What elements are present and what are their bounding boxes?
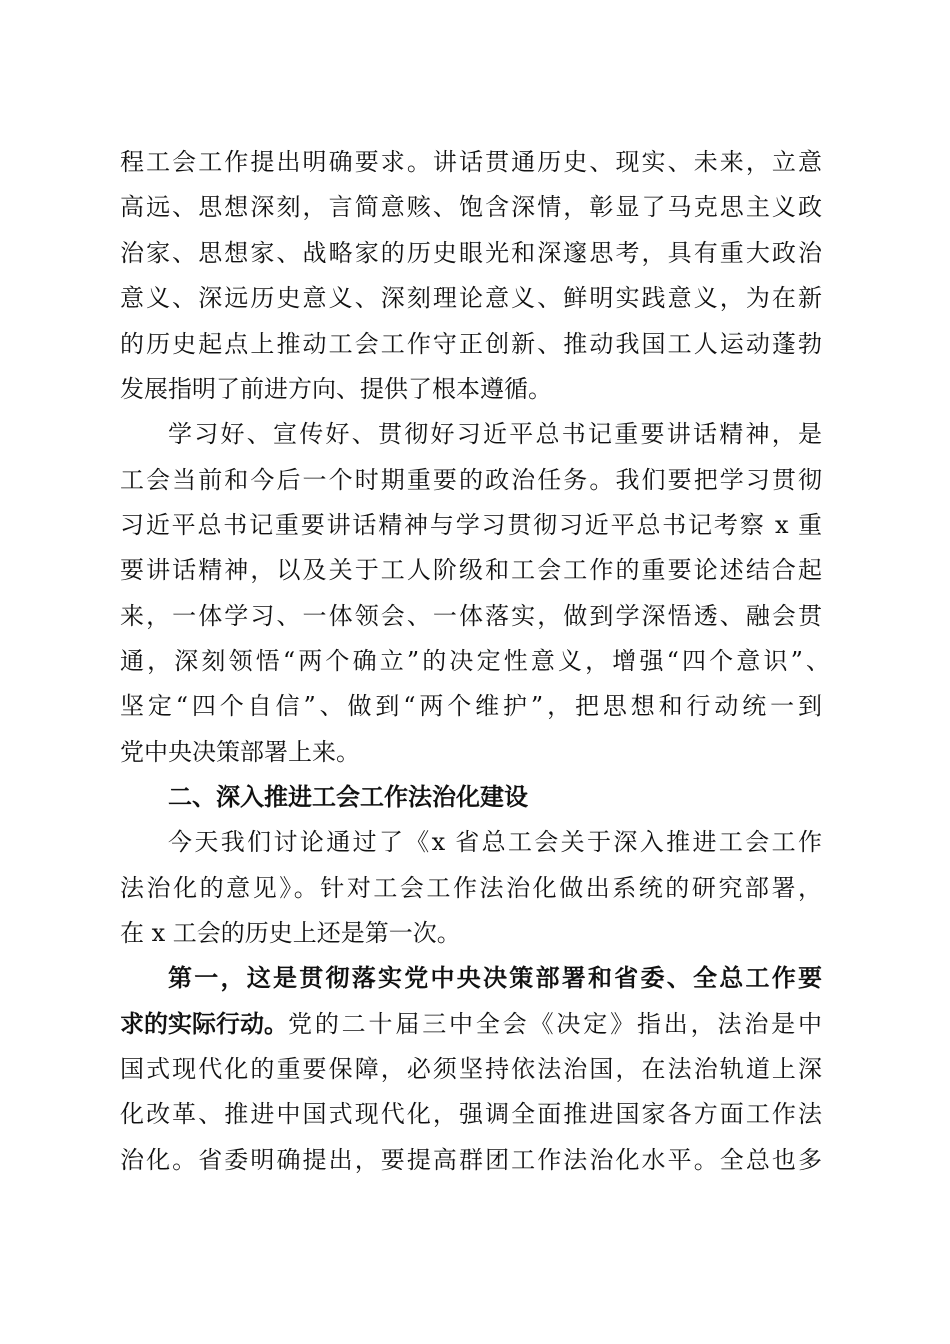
paragraph-line	[0, 326, 950, 362]
paragraph-1-line-4: 意义、深远历史意义、深刻理论意义、鲜明实践意义，为在新	[120, 284, 822, 312]
paragraph-line	[0, 870, 950, 906]
paragraph-3-line-2: 法治化的意见》。针对工会工作法治化做出系统的研究部署，	[120, 874, 822, 902]
paragraph-2-line-6: 通，深刻领悟“两个确立”的决定性意义，增强“四个意识”、	[120, 647, 830, 675]
paragraph-line	[0, 1051, 950, 1087]
paragraph-line	[0, 507, 950, 543]
paragraph-line	[0, 1142, 950, 1178]
paragraph-line	[0, 416, 950, 452]
paragraph-2-line-7: 坚定“四个自信”、做到“两个维护”，把思想和行动统一到	[120, 692, 822, 720]
paragraph-line	[0, 688, 950, 724]
paragraph-line	[0, 598, 950, 634]
paragraph-line	[0, 734, 950, 770]
paragraph-3-line-3: 在 x 工会的历史上还是第一次。	[120, 919, 461, 947]
paragraph-line	[0, 235, 950, 271]
paragraph-4-line-3: 化改革、推进中国式现代化，强调全面推进国家各方面工作法	[120, 1100, 822, 1128]
section-heading: 二、深入推进工会工作法治化建设	[168, 783, 528, 811]
paragraph-2-line-5: 来，一体学习、一体领会、一体落实，做到学深悟透、融会贯	[120, 602, 822, 630]
paragraph-line	[0, 371, 950, 407]
paragraph-1-line-1: 程工会工作提出明确要求。讲话贯通历史、现实、未来，立意	[120, 148, 822, 176]
section-heading-line	[0, 779, 950, 815]
paragraph-1-line-5: 的历史起点上推动工会工作守正创新、推动我国工人运动蓬勃	[120, 330, 822, 358]
paragraph-line	[0, 189, 950, 225]
paragraph-4-bold-line-2: 求的实际行动。	[120, 1009, 288, 1038]
paragraph-4-line-1: 党的二十届三中全会《决定》指出，法治是中	[288, 1010, 822, 1038]
paragraph-2-line-8: 党中央决策部署上来。	[120, 738, 360, 766]
paragraph-line	[0, 280, 950, 316]
paragraph-4-line-4: 治化。省委明确提出，要提高群团工作法治化水平。全总也多	[120, 1146, 822, 1174]
paragraph-line	[0, 824, 950, 860]
paragraph-2-line-1: 学习好、宣传好、贯彻好习近平总书记重要讲话精神，是	[168, 420, 822, 448]
paragraph-2-line-3: 习近平总书记重要讲话精神与学习贯彻习近平总书记考察 x 重	[120, 511, 822, 539]
paragraph-2-line-2: 工会当前和今后一个时期重要的政治任务。我们要把学习贯彻	[120, 466, 822, 494]
paragraph-2-line-4: 要讲话精神，以及关于工人阶级和工会工作的重要论述结合起	[120, 556, 822, 584]
paragraph-line	[0, 915, 950, 951]
paragraph-line	[0, 462, 950, 498]
paragraph-4-bold-line-1: 第一，这是贯彻落实党中央决策部署和省委、全总工作要	[168, 963, 822, 992]
paragraph-line	[0, 552, 950, 588]
paragraph-line	[0, 1096, 950, 1132]
paragraph-line	[0, 643, 950, 679]
paragraph-1-line-6: 发展指明了前进方向、提供了根本遵循。	[120, 375, 552, 403]
paragraph-1-line-3: 治家、思想家、战略家的历史眼光和深邃思考，具有重大政治	[120, 239, 822, 267]
paragraph-line	[0, 144, 950, 180]
paragraph-3-line-1: 今天我们讨论通过了《x 省总工会关于深入推进工会工作	[168, 828, 822, 856]
paragraph-4-line-2: 国式现代化的重要保障，必须坚持依法治国，在法治轨道上深	[120, 1055, 822, 1083]
paragraph-line	[0, 960, 950, 996]
paragraph-line	[0, 1006, 950, 1042]
paragraph-1-line-2: 高远、思想深刻，言简意赅、饱含深情，彰显了马克思主义政	[120, 193, 822, 221]
